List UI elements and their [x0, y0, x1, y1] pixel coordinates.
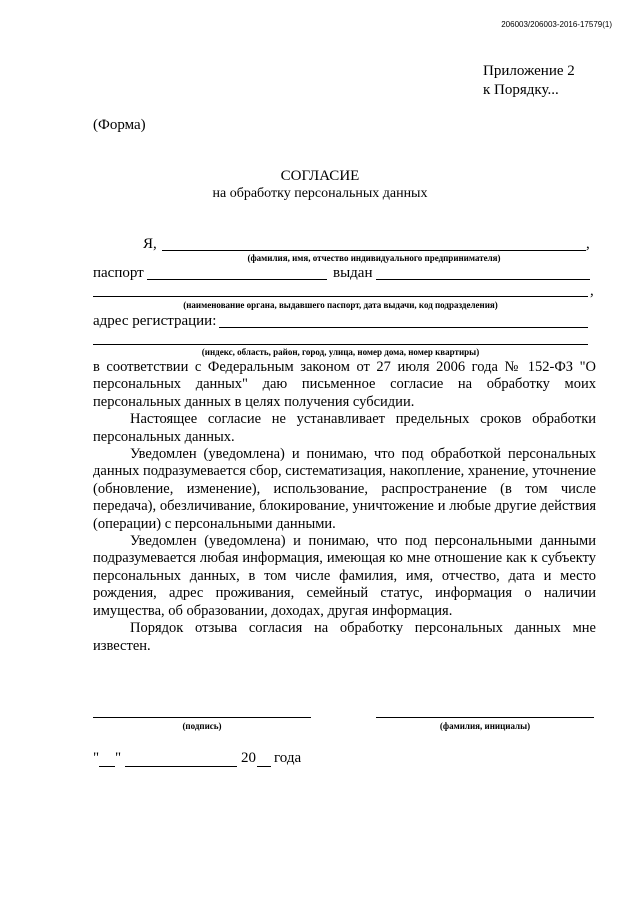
- surname-initials-field[interactable]: [376, 717, 594, 718]
- full-name-caption: (фамилия, имя, отчество индивидуального предпринимателя): [247, 253, 501, 263]
- date-day-field[interactable]: [99, 766, 115, 767]
- paragraph-term: Настоящее согласие не устанавливает предельных сроков обработки персональных данных.: [93, 411, 596, 445]
- appendix-note: [483, 62, 575, 100]
- date-year-field[interactable]: [257, 766, 271, 767]
- paragraph-revocation: Порядок отзыва согласия на обработку персональных данных мне известен.: [93, 620, 596, 654]
- form-label: (Форма): [93, 117, 146, 133]
- issued-label: выдан: [333, 265, 373, 281]
- signature-field[interactable]: [93, 717, 311, 718]
- date-quote-open: ": [93, 750, 100, 766]
- passport-label: паспорт: [93, 265, 144, 281]
- surname-initials-caption: (фамилия, инициалы): [439, 721, 531, 731]
- full-name-field[interactable]: [162, 250, 586, 251]
- issuer-comma: ,: [590, 283, 594, 299]
- document-id: 206003/206003-2016-17579(1): [501, 20, 612, 29]
- date-quote-close: ": [115, 750, 122, 766]
- paragraph-processing-definition: Уведомлен (уведомлена) и понимаю, что под обработкой персональных данных подразумевается сбор, систематизация, накопление, хранение, уточнение (обновление, изменение), использование, распространение (в том числе передача), обезличивание, блокирование, уничтожение и любые другие действия (операции) с персональными данными.: [93, 446, 596, 532]
- name-comma: ,: [586, 236, 590, 252]
- consent-body: [93, 359, 596, 655]
- address-field-line-2[interactable]: [93, 344, 588, 345]
- address-label: адрес регистрации:: [93, 313, 217, 329]
- passport-issuer-caption: (наименование органа, выдавшего паспорт, дата выдачи, код подразделения): [183, 300, 498, 310]
- date-year-suffix: года: [274, 750, 302, 766]
- date-month-field[interactable]: [125, 766, 237, 767]
- signature-caption: (подпись): [182, 721, 222, 731]
- address-field[interactable]: [219, 327, 588, 328]
- document-subtitle: на обработку персональных данных: [212, 186, 428, 201]
- document-title: СОГЛАСИЕ: [280, 168, 360, 184]
- address-caption: (индекс, область, район, город, улица, номер дома, номер квартиры): [201, 347, 480, 357]
- appendix-line-2: к Порядку...: [483, 82, 559, 98]
- appendix-line-1: Приложение 2: [483, 63, 575, 79]
- passport-number-field[interactable]: [147, 279, 327, 280]
- passport-issuer-field-line-2[interactable]: [93, 296, 588, 297]
- paragraph-legal-basis: в соответствии с Федеральным законом от 27 июля 2006 года № 152-ФЗ "О персональных данных" даю письменное согласие на обработку моих персональных данных в целях получения субсидии.: [93, 359, 596, 410]
- passport-issuer-field[interactable]: [376, 279, 590, 280]
- ya-label: Я,: [143, 236, 157, 252]
- paragraph-personal-data-definition: Уведомлен (уведомлена) и понимаю, что под персональными данными подразумевается любая информация, имеющая ко мне отношение как к субъекту персональных данных, в том числе фамилия, имя, отчество, дата и место рождения, адрес проживания, семейный статус, информация о наличии имущества, об образовании, доходах, другая информация.: [93, 533, 596, 619]
- date-year-prefix: 20: [241, 750, 256, 766]
